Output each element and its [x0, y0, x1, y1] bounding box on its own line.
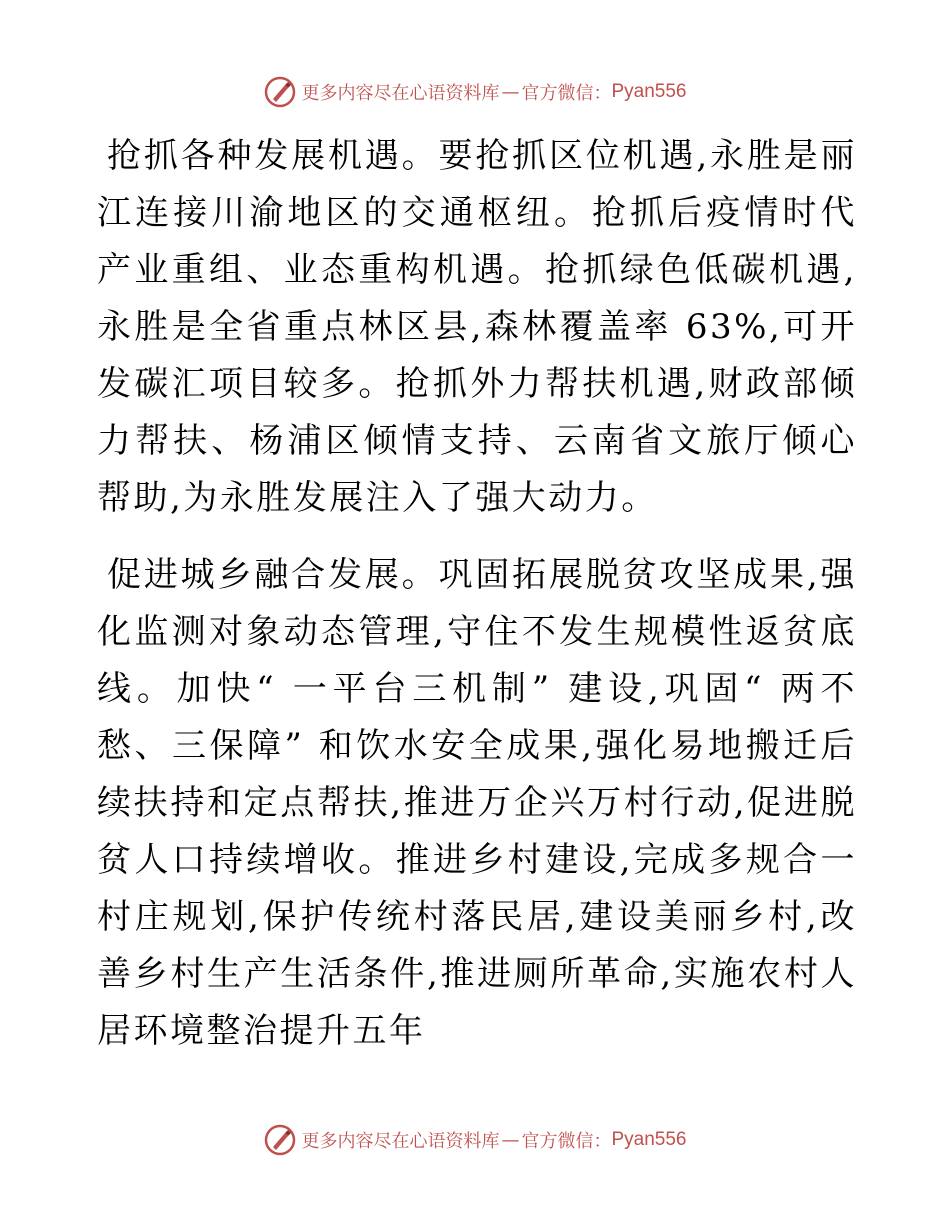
- paragraph-urban-rural: 促进城乡融合发展。巩固拓展脱贫攻坚成果,强化监测对象动态管理,守住不发生规模性返贫底线。加快“ 一平台三机制” 建设,巩固“ 两不愁、三保障” 和饮水安全成果,强化易地搬迁后续扶持和定点帮扶,推进万企兴万村行动,促进脱贫人口持续增收。推进乡村建设,完成多规合一村庄规划,保护传统村落民居,建设美丽乡村,改善乡村生产生活条件,推进厕所革命,实施农村人居环境整治提升五年: [97, 555, 857, 1051]
- banner-wechat-id: Pyan556: [611, 1129, 687, 1150]
- banner-wechat-label: 官方微信：: [521, 83, 612, 104]
- pen-circle-logo-icon: [263, 75, 297, 109]
- banner-separator: —: [501, 81, 520, 103]
- footer-watermark-banner: [0, 1120, 950, 1160]
- banner-text: 更多内容尽在心语资料库: [301, 1131, 500, 1152]
- banner-text: 更多内容尽在心语资料库: [301, 83, 500, 104]
- paragraph-opportunities: 抢抓各种发展机遇。要抢抓区位机遇,永胜是丽江连接川渝地区的交通枢纽。抢抓后疫情时代产业重组、业态重构机遇。抢抓绿色低碳机遇,永胜是全省重点林区县,森林覆盖率 63%,可开发碳汇项目较多。抢抓外力帮扶机遇,财政部倾力帮扶、杨浦区倾情支持、云南省文旅厅倾心帮助,为永胜发展注入了强大动力。: [97, 136, 857, 518]
- header-watermark-banner: [0, 72, 950, 112]
- banner-wechat-label: 官方微信：: [521, 1131, 612, 1152]
- document-body: [97, 128, 857, 1060]
- pen-circle-logo-icon: [263, 1123, 297, 1157]
- banner-separator: —: [501, 1129, 520, 1151]
- banner-wechat-id: Pyan556: [611, 81, 687, 102]
